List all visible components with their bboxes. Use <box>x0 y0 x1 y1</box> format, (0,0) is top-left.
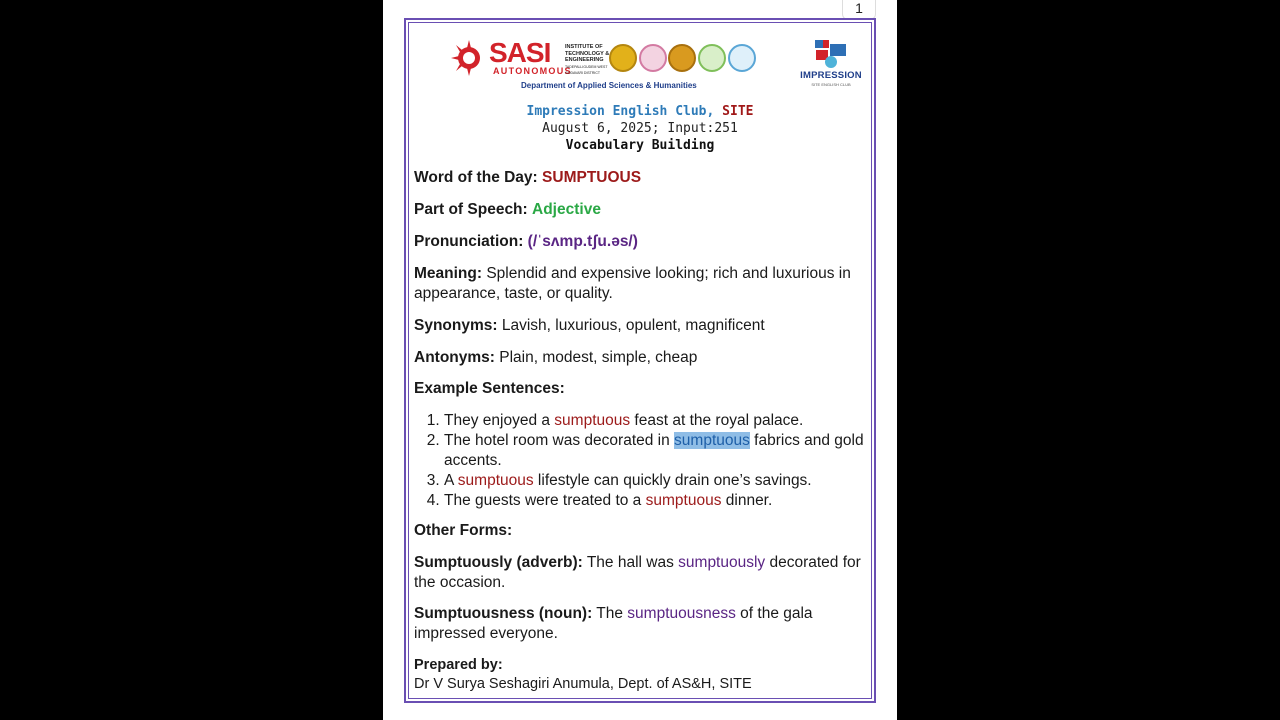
synonyms: Synonyms: Lavish, luxurious, opulent, magnificent <box>414 317 765 334</box>
pronunciation: Pronunciation: (/ˈsʌmp.tʃu.əs/) <box>414 233 638 250</box>
word-of-day: Word of the Day: SUMPTUOUS <box>414 169 642 186</box>
iso-badge-icon <box>728 44 756 72</box>
example-item: 2. The hotel room was decorated in sumptuous fabrics and gold accents. <box>444 431 896 471</box>
impression-logo-icon <box>796 38 866 70</box>
sasi-brand: SASI <box>489 37 551 68</box>
example-item: 4. The guests were treated to a sumptuous dinner. <box>444 491 896 511</box>
antonyms: Antonyms: Plain, modest, simple, cheap <box>414 349 698 366</box>
noun-form: Sumptuousness (noun): The sumptuousness of the gala impressed everyone. <box>414 605 813 642</box>
impression-logo <box>796 38 866 86</box>
naac-badge-icon <box>668 44 696 72</box>
sasi-logo-icon <box>449 38 489 78</box>
date-line: August 6, 2025; Input:251 <box>542 121 738 136</box>
impression-logo-sub: SITE ENGLISH CLUB <box>811 82 851 87</box>
selected-text[interactable]: sumptuous <box>674 432 750 449</box>
sasi-brand-sub: AUTONOMOUS <box>493 66 572 76</box>
other-forms-heading: Other Forms: <box>414 522 513 539</box>
prepared-by-name: Dr V Surya Seshagiri Anumula, Dept. of AS&H, SITE <box>414 676 752 692</box>
institute-name: INSTITUTE OF TECHNOLOGY & ENGINEERING TADEPALLIGUDEM WEST GODAVARI DISTRICT <box>565 44 610 75</box>
examples-list <box>414 411 896 511</box>
aicte-badge-icon <box>609 44 637 72</box>
prepared-by-label: Prepared by: <box>414 657 503 673</box>
example-item: 1. They enjoyed a sumptuous feast at the royal palace. <box>444 411 896 431</box>
examples-heading: Example Sentences: <box>414 380 565 397</box>
meaning: Meaning: Splendid and expensive looking; rich and luxurious in appearance, taste, or quality. <box>414 265 851 302</box>
example-item: 3. A sumptuous lifestyle can quickly drain one’s savings. <box>444 471 896 491</box>
part-of-speech: Part of Speech: Adjective <box>414 201 601 218</box>
page-number: 1 <box>842 0 876 20</box>
impression-logo-text: IMPRESSION <box>800 70 862 81</box>
club-title: Impression English Club, SITE <box>526 104 754 119</box>
nba-badge-icon <box>639 44 667 72</box>
jntuk-badge-icon <box>698 44 726 72</box>
adverb-form: Sumptuously (adverb): The hall was sumptuously decorated for the occasion. <box>414 554 861 591</box>
department-name: Department of Applied Sciences & Humanities <box>521 81 697 90</box>
topic-title: Vocabulary Building <box>565 138 715 153</box>
